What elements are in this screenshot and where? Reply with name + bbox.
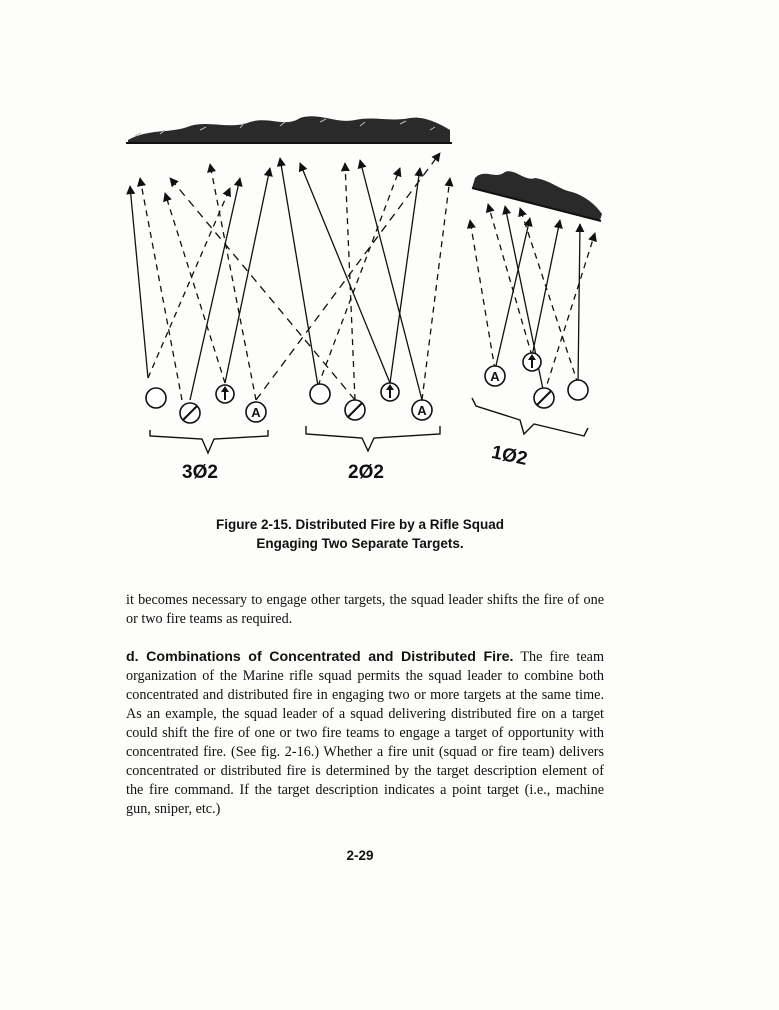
rifleman-symbol — [345, 400, 365, 420]
paragraph-2 — [126, 648, 604, 819]
paragraph-1: it becomes necessary to engage other targets, the squad leader shifts the fire of one or two fire teams as required. — [126, 592, 604, 627]
fire-lines-team-2 — [170, 158, 450, 400]
team-leader-symbol — [381, 383, 399, 401]
distributed-fire-figure — [110, 108, 610, 488]
rifleman-symbol — [146, 388, 166, 408]
svg-text:A: A — [490, 369, 500, 384]
section-heading: d. Combinations of Concentrated and Distributed Fire. — [126, 649, 514, 665]
caption-line-1: Figure 2-15. Distributed Fire by a Rifle Squad — [215, 517, 505, 532]
team-label-1: 1Ø2 — [489, 442, 530, 471]
page-number: 2-29 — [346, 848, 374, 863]
automatic-rifleman-symbol — [412, 400, 432, 420]
rifleman-symbol — [310, 384, 330, 404]
figure-caption — [150, 515, 570, 553]
team-label-3: 3Ø2 — [182, 462, 218, 483]
fire-team-1 — [472, 353, 588, 436]
team-label-2: 2Ø2 — [348, 462, 384, 483]
svg-text:A: A — [251, 405, 261, 420]
team-leader-symbol — [216, 385, 234, 403]
svg-text:A: A — [417, 403, 427, 418]
target-terrain-left — [126, 116, 452, 143]
fire-diagram — [110, 108, 610, 488]
automatic-rifleman-symbol — [485, 366, 505, 386]
rifleman-symbol — [534, 388, 554, 408]
automatic-rifleman-symbol — [246, 402, 266, 422]
team-leader-symbol — [523, 353, 541, 371]
team-1-bracket — [472, 398, 588, 436]
paragraph-2-text: The fire team organization of the Marine rifle squad permits the squad leader to combine both concentrated and distributed fire in engaging two or more targets at the same time. As an example, the squad leader of a squad delivering distributed fire on a target could shift the fire of one or two fire teams to engage a target of opportunity with concentrated fire. (See fig. 2-16.) Whether a fire unit (squad or fire team) delivers concentrated or distributed fire is determined by the target description element of the fire command. If the target description indicates a point target (i.e., machine gun, sniper, etc.) — [126, 649, 604, 817]
team-3-bracket — [150, 430, 268, 453]
fire-team-3 — [146, 385, 268, 453]
caption-line-2: Engaging Two Separate Targets. — [256, 536, 464, 551]
rifleman-symbol — [180, 403, 200, 423]
rifleman-symbol — [568, 380, 588, 400]
team-2-bracket — [306, 426, 440, 451]
target-terrain-right — [472, 171, 602, 221]
